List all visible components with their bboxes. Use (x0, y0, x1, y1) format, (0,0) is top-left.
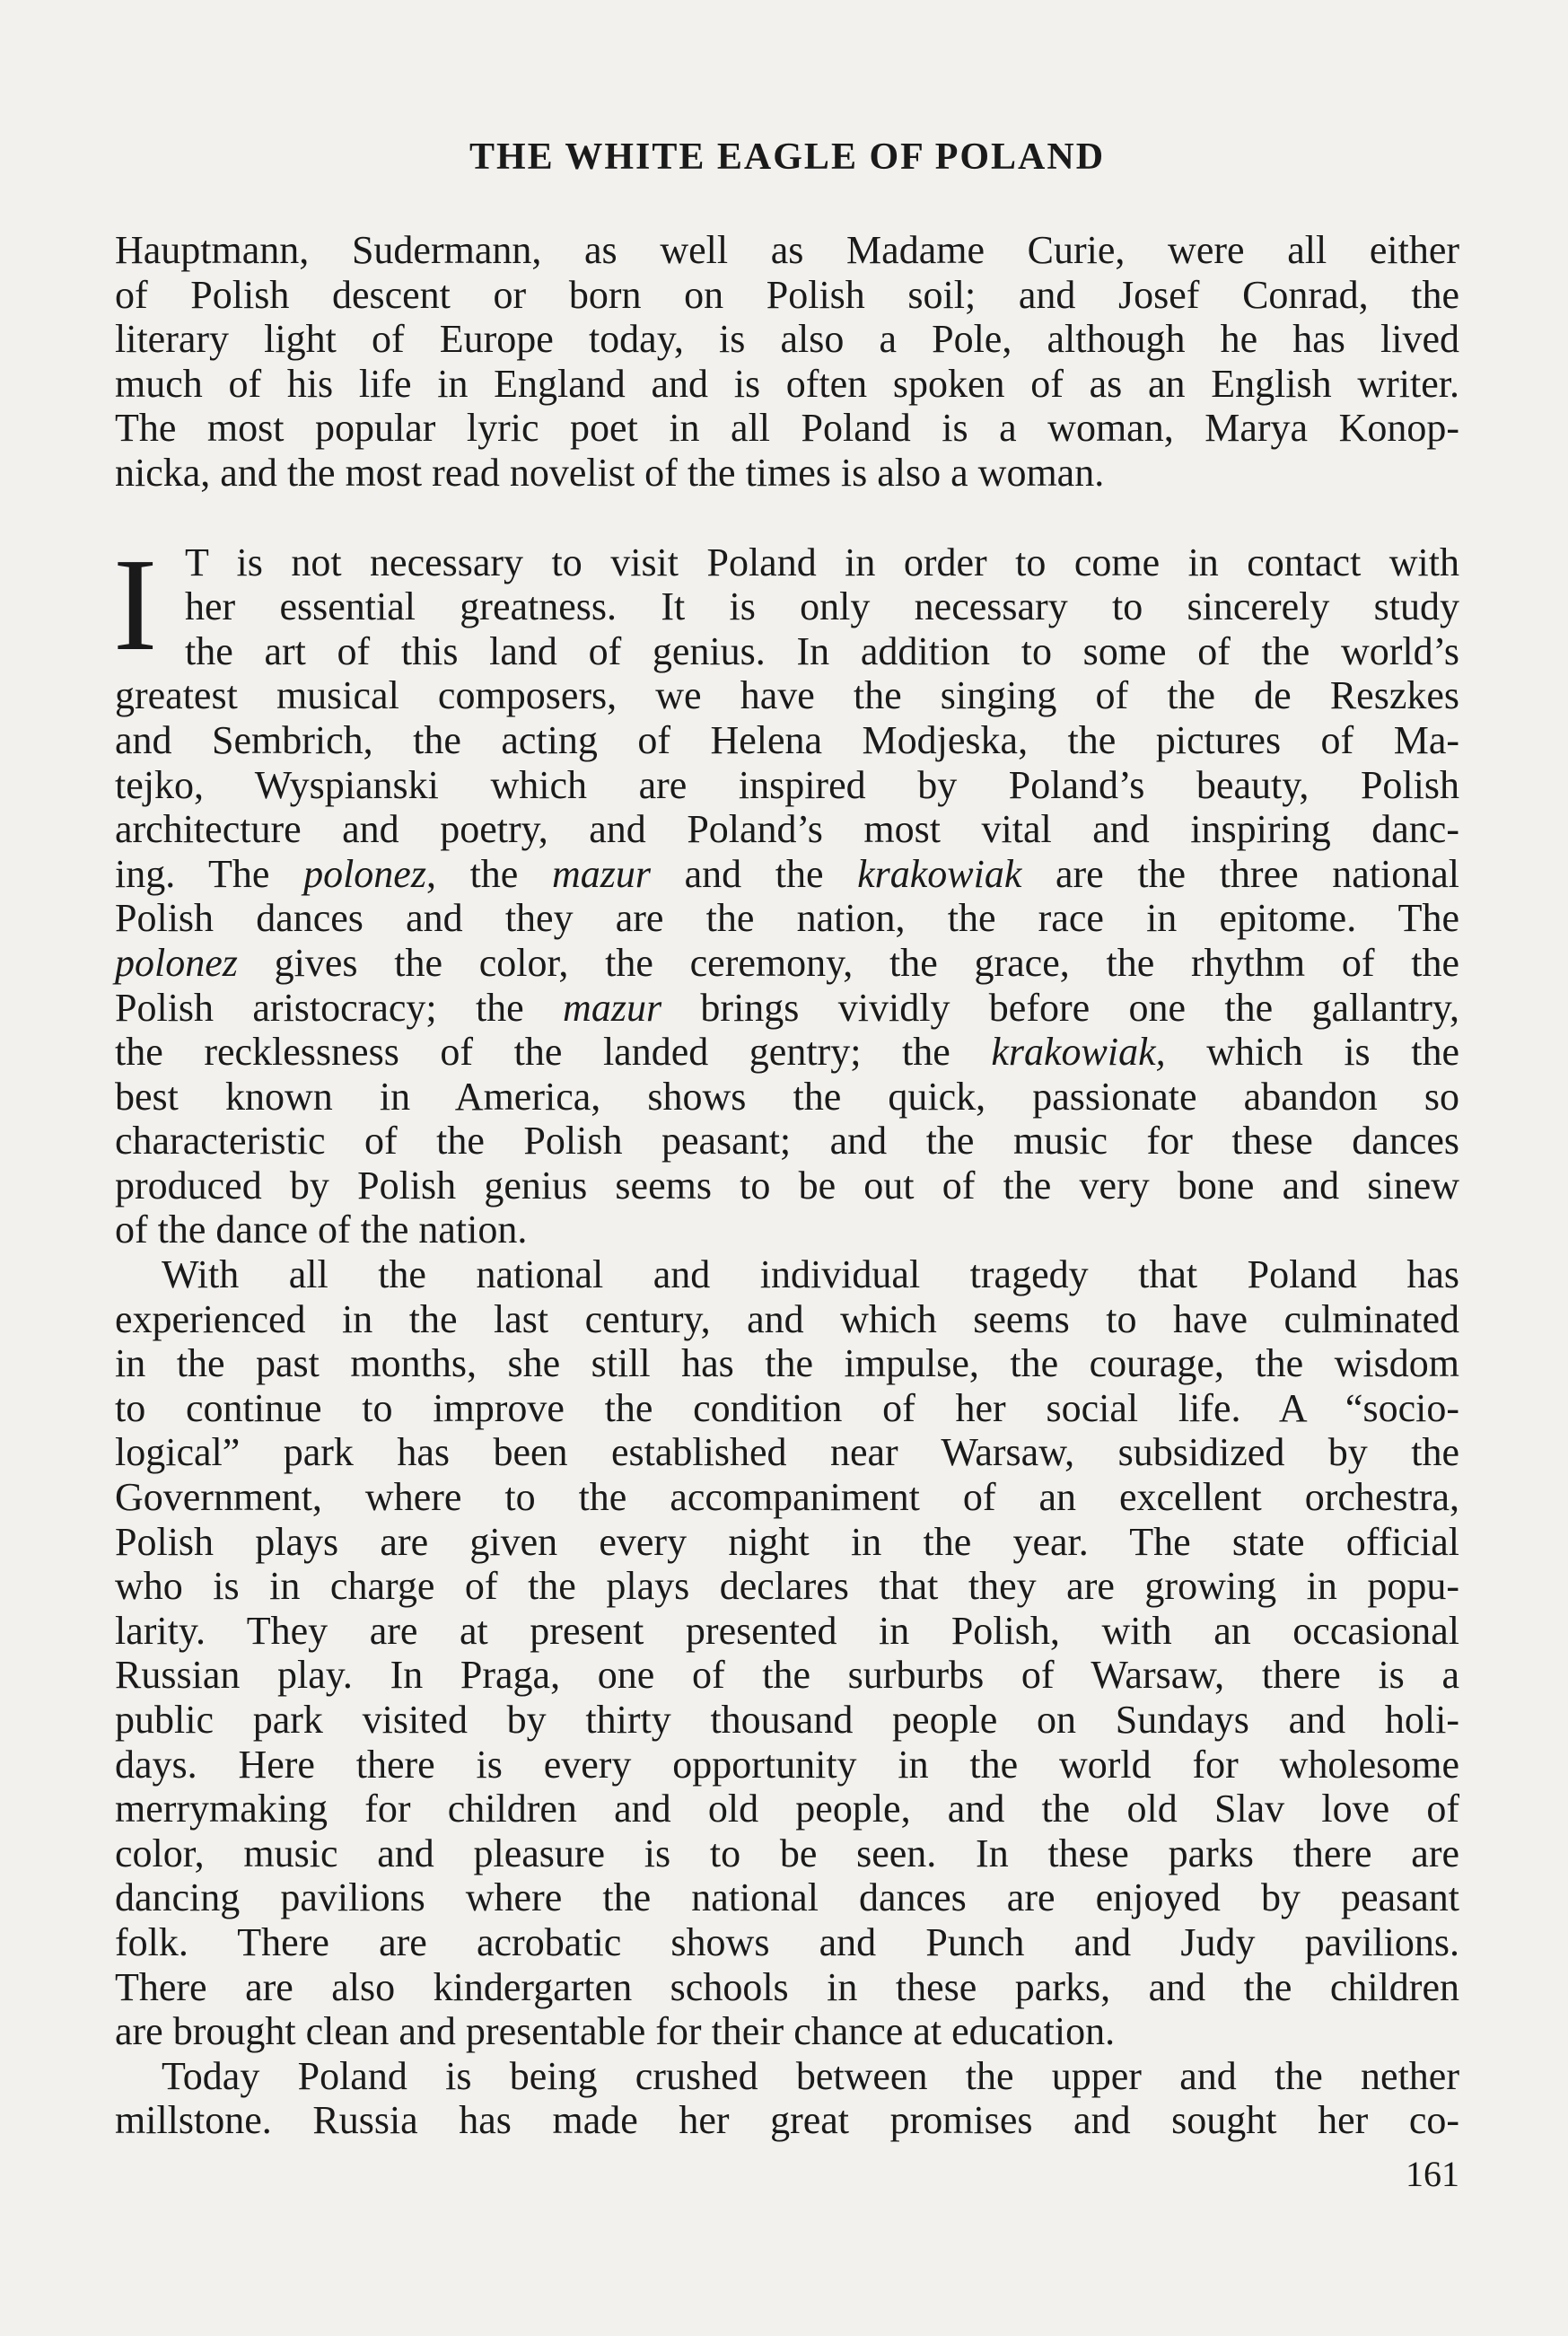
text-line: The most popular lyric poet in all Poland is a woman, Marya Konop- (115, 406, 1459, 451)
text-run: Polish aristocracy; the (115, 985, 564, 1030)
italic-dance-name: mazur (563, 985, 662, 1030)
text-line: best known in America, shows the quick, passionate abandon so (115, 1074, 1459, 1119)
text-line: and Sembrich, the acting of Helena Modjeska, the pictures of Ma- (115, 717, 1459, 762)
text-line: experienced in the last century, and which seems to have culminated (115, 1296, 1459, 1341)
page-number: 161 (1406, 2154, 1459, 2194)
text-line (115, 941, 1459, 986)
book-page (113, 135, 1459, 2194)
text-line: With all the national and individual tragedy that Poland has (162, 1252, 1459, 1297)
text-line (115, 852, 1459, 897)
text-line (115, 1030, 1459, 1075)
italic-dance-name: polonez (303, 851, 426, 896)
text-line: much of his life in England and is often spoken of as an English writer. (115, 361, 1459, 406)
text-run: which is the (1165, 1030, 1459, 1075)
text-line: There are also kindergarten schools in these parks, and the children (115, 1964, 1459, 2009)
paragraph-3 (115, 1252, 1459, 2054)
text-line (115, 986, 1459, 1031)
text-run: gives the color, the ceremony, the grace, the rhythm of the (237, 940, 1459, 985)
text-line: public park visited by thirty thousand people on Sundays and holi- (115, 1698, 1459, 1742)
text-line: larity. They are at present presented in Polish, with an occasional (115, 1608, 1459, 1653)
text-line: folk. There are acrobatic shows and Punch and Judy pavilions. (115, 1919, 1459, 1964)
text-run: ing. The (115, 851, 304, 896)
text-line: the art of this land of genius. In addition to some of the world’s (185, 628, 1459, 673)
paragraph-2 (113, 531, 1459, 1253)
text-line: are brought clean and presentable for their chance at education. (115, 2009, 1116, 2054)
text-line: of Polish descent or born on Polish soil; and Josef Conrad, the (115, 272, 1459, 317)
drop-cap: I (113, 531, 158, 679)
italic-dance-name: mazur (551, 851, 651, 896)
text-line: Polish plays are given every night in the year. The state official (115, 1519, 1459, 1564)
running-head: THE WHITE EAGLE OF POLAND (469, 136, 1106, 178)
text-line: days. Here there is every opportunity in the world for wholesome (115, 1742, 1459, 1787)
text-run: the recklessness of the landed gentry; the (115, 1030, 992, 1075)
text-line: dancing pavilions where the national dances are enjoyed by peasant (115, 1875, 1459, 1920)
text-line: nicka, and the most read novelist of the times is also a woman. (115, 450, 1105, 495)
italic-dance-name: krakowiak (857, 851, 1022, 896)
text-run: brings vividly before one the gallantry, (661, 985, 1459, 1030)
paragraph-1 (115, 228, 1459, 496)
text-line: literary light of Europe today, is also a Pole, although he has lived (115, 317, 1459, 362)
text-line: logical” park has been established near Warsaw, subsidized by the (115, 1430, 1459, 1475)
text-line: her essential greatness. It is only necessary to sincerely study (185, 584, 1459, 629)
text-line: Government, where to the accompaniment of an excellent orchestra, (115, 1475, 1459, 1520)
text-line: of the dance of the nation. (115, 1208, 528, 1252)
text-run: are the three national (1021, 851, 1459, 896)
text-line: tejko, Wyspianski which are inspired by Poland’s beauty, Polish (115, 762, 1459, 807)
italic-dance-name: polonez (115, 940, 238, 985)
paragraph-4 (115, 2054, 1459, 2143)
text-line: Hauptmann, Sudermann, as well as Madame Curie, were all either (115, 228, 1459, 272)
text-line: produced by Polish genius seems to be out of the very bone and sinew (115, 1163, 1459, 1208)
italic-dance-name: krakowiak, (991, 1030, 1166, 1075)
text-line: greatest musical composers, we have the singing of the de Reszkes (115, 673, 1459, 718)
text-line: Today Poland is being crushed between the upper and the nether (162, 2053, 1459, 2098)
text-line: characteristic of the Polish peasant; and the music for these dances (115, 1119, 1459, 1164)
text-run: and the (650, 851, 858, 896)
text-line: Russian play. In Praga, one of the surburbs of Warsaw, there is a (115, 1653, 1459, 1698)
text-line: to continue to improve the condition of her social life. A “socio- (115, 1385, 1459, 1430)
section-break (115, 496, 1459, 540)
text-line: architecture and poetry, and Poland’s most vital and inspiring danc- (115, 807, 1459, 852)
text-line: color, music and pleasure is to be seen. In these parks there are (115, 1831, 1459, 1875)
text-line: T is not necessary to visit Poland in order to come in contact with (185, 540, 1459, 584)
text-line: in the past months, she still has the impulse, the courage, the wisdom (115, 1341, 1459, 1386)
text-line: Polish dances and they are the nation, the race in epitome. The (115, 896, 1459, 941)
text-run: , the (425, 851, 552, 896)
text-line: merrymaking for children and old people, and the old Slav love of (115, 1787, 1459, 1831)
text-line: millstone. Russia has made her great promises and sought her co- (115, 2098, 1459, 2143)
text-line: who is in charge of the plays declares that they are growing in popu- (115, 1564, 1459, 1609)
